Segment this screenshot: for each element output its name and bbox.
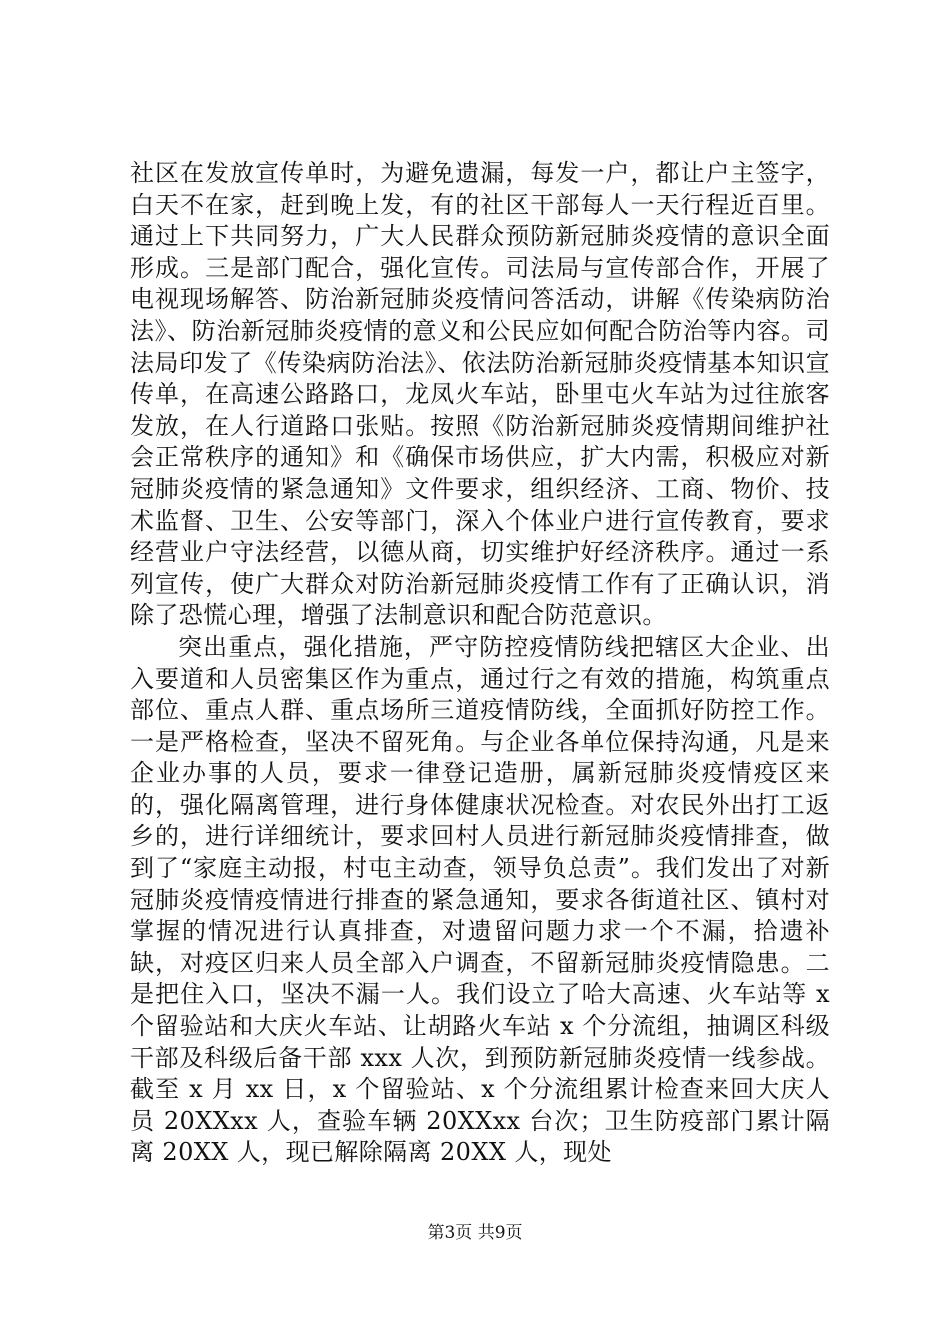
document-body <box>130 158 830 1169</box>
paragraph-2: 突出重点，强化措施，严守防控疫情防线把辖区大企业、出入要道和人员密集区作为重点，通过行之有效的措施，构筑重点部位、重点人群、重点场所三道疫情防线，全面抓好防控工作。一是严格检查，坚决不留死角。与企业各单位保持沟通，凡是来企业办事的人员，要求一律登记造册，属新冠肺炎疫情疫区来的，强化隔离管理，进行身体健康状况检查。对农民外出打工返乡的，进行详细统计，要求回村人员进行新冠肺炎疫情排查，做到了“家庭主动报，村屯主动查，领导负总责”。我们发出了对新冠肺炎疫情疫情进行排查的紧急通知，要求各街道社区、镇村对掌握的情况进行认真排查，对遗留问题力求一个不漏，拾遗补缺，对疫区归来人员全部入户调查，不留新冠肺炎疫情隐患。二是把住入口，坚决不漏一人。我们设立了哈大高速、火车站等 x 个留验站和大庆火车站、让胡路火车站 x 个分流组，抽调区科级干部及科级后备干部 xxx 人次，到预防新冠肺炎疫情一线参战。截至 x 月 xx 日，x 个留验站、x 个分流组累计检查来回大庆人员 20XXxx 人，查验车辆 20XXxx 台次；卫生防疫部门累计隔离 20XX 人，现已解除隔离 20XX 人，现处 <box>130 632 830 1167</box>
paragraph-1: 社区在发放宣传单时，为避免遗漏，每发一户，都让户主签字，白天不在家，赶到晚上发，有的社区干部每人一天行程近百里。通过上下共同努力，广大人民群众预防新冠肺炎疫情的意识全面形成。三是部门配合，强化宣传。司法局与宣传部合作，开展了电视现场解答、防治新冠肺炎疫情问答活动，讲解《传染病防治法》、防治新冠肺炎疫情的意义和公民应如何配合防治等内容。司法局印发了《传染病防治法》、依法防治新冠肺炎疫情基本知识宣传单，在高速公路路口，龙凤火车站，卧里屯火车站为过往旅客发放，在人行道路口张贴。按照《防治新冠肺炎疫情期间维护社会正常秩序的通知》和《确保市场供应，扩大内需，积极应对新冠肺炎疫情的紧急通知》文件要求，组织经济、工商、物价、技术监督、卫生、公安等部门，深入个体业户进行宣传教育，要求经营业户守法经营，以德从商，切实维护好经济秩序。通过一系列宣传，使广大群众对防治新冠肺炎疫情工作有了正确认识，消除了恐慌心理，增强了法制意识和配合防范意识。 <box>130 159 830 630</box>
page-footer: 第3页 共9页 <box>427 1223 523 1243</box>
